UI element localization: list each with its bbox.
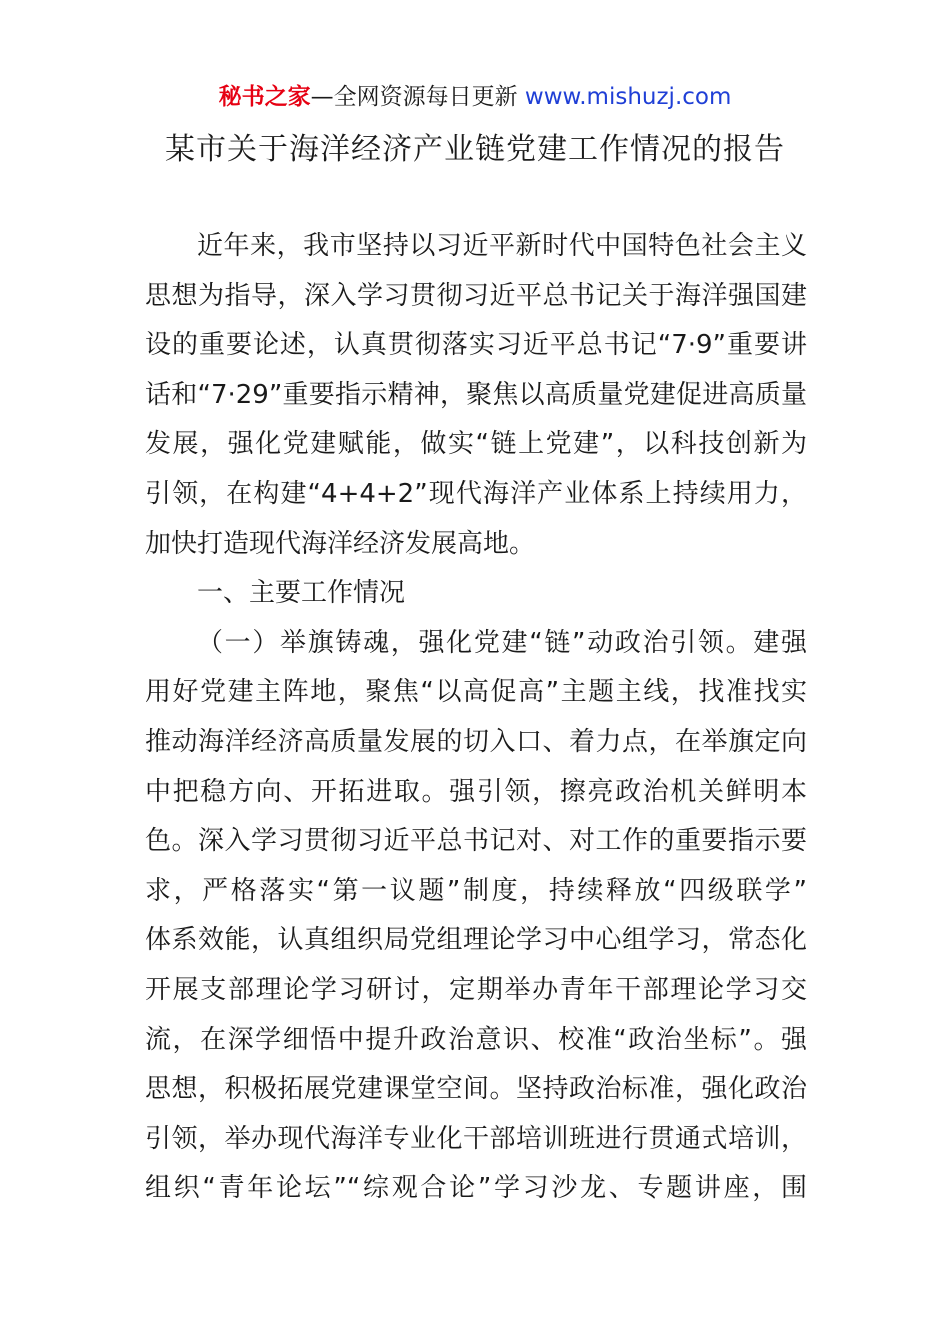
- paragraph-line: 体系效能，认真组织局党组理论学习中心组学习，常态化: [145, 925, 807, 956]
- paragraph-line: 思想为指导，深入学习贯彻习近平总书记关于海洋强国建: [145, 280, 807, 311]
- site-url-link[interactable]: www.mishuzj.com: [524, 84, 732, 110]
- paragraph-line: 引领，举办现代海洋专业化干部培训班进行贯通式培训，: [145, 1123, 807, 1154]
- site-header: [0, 80, 950, 114]
- paragraph-line: 用好党建主阵地，聚焦“以高促高”主题主线，找准找实: [145, 677, 807, 708]
- paragraph-line: 发展，强化党建赋能，做实“链上党建”，以科技创新为: [145, 429, 807, 460]
- paragraph-line: 开展支部理论学习研讨，定期举办青年干部理论学习交: [145, 974, 807, 1005]
- site-tagline: —全网资源每日更新: [310, 84, 518, 110]
- paragraph-line: 推动海洋经济高质量发展的切入口、着力点，在举旗定向: [145, 726, 807, 757]
- paragraph-line: 设的重要论述，认真贯彻落实习近平总书记“7·9”重要讲: [145, 330, 807, 361]
- document-body: [145, 222, 807, 1214]
- paragraph-line: 引领，在构建“4+4+2”现代海洋产业体系上持续用力，: [145, 478, 807, 509]
- paragraph-line: 中把稳方向、开拓进取。强引领，擦亮政治机关鲜明本: [145, 776, 807, 807]
- paragraph-line: 组织“青年论坛”“综观合论”学习沙龙、专题讲座，围: [145, 1173, 807, 1204]
- document-title: 某市关于海洋经济产业链党建工作情况的报告: [165, 132, 785, 167]
- paragraph-line: 话和“7·29”重要指示精神，聚焦以高质量党建促进高质量: [145, 379, 807, 410]
- paragraph-line: 近年来，我市坚持以习近平新时代中国特色社会主义: [197, 231, 807, 261]
- site-brand: 秘书之家: [218, 84, 311, 110]
- paragraph-line: 思想，积极拓展党建课堂空间。坚持政治标准，强化政治: [145, 1074, 807, 1105]
- paragraph-line: 流，在深学细悟中提升政治意识、校准“政治坐标”。强: [145, 1024, 807, 1055]
- paragraph-line: 加快打造现代海洋经济发展高地。: [145, 528, 536, 559]
- paragraph-line: 色。深入学习贯彻习近平总书记对、对工作的重要指示要: [145, 826, 807, 857]
- paragraph-line: 求，严格落实“第一议题”制度，持续释放“四级联学”: [145, 875, 807, 906]
- paragraph-line: （一）举旗铸魂，强化党建“链”动政治引领。建强: [197, 627, 807, 658]
- section-heading: 一、主要工作情况: [197, 578, 406, 609]
